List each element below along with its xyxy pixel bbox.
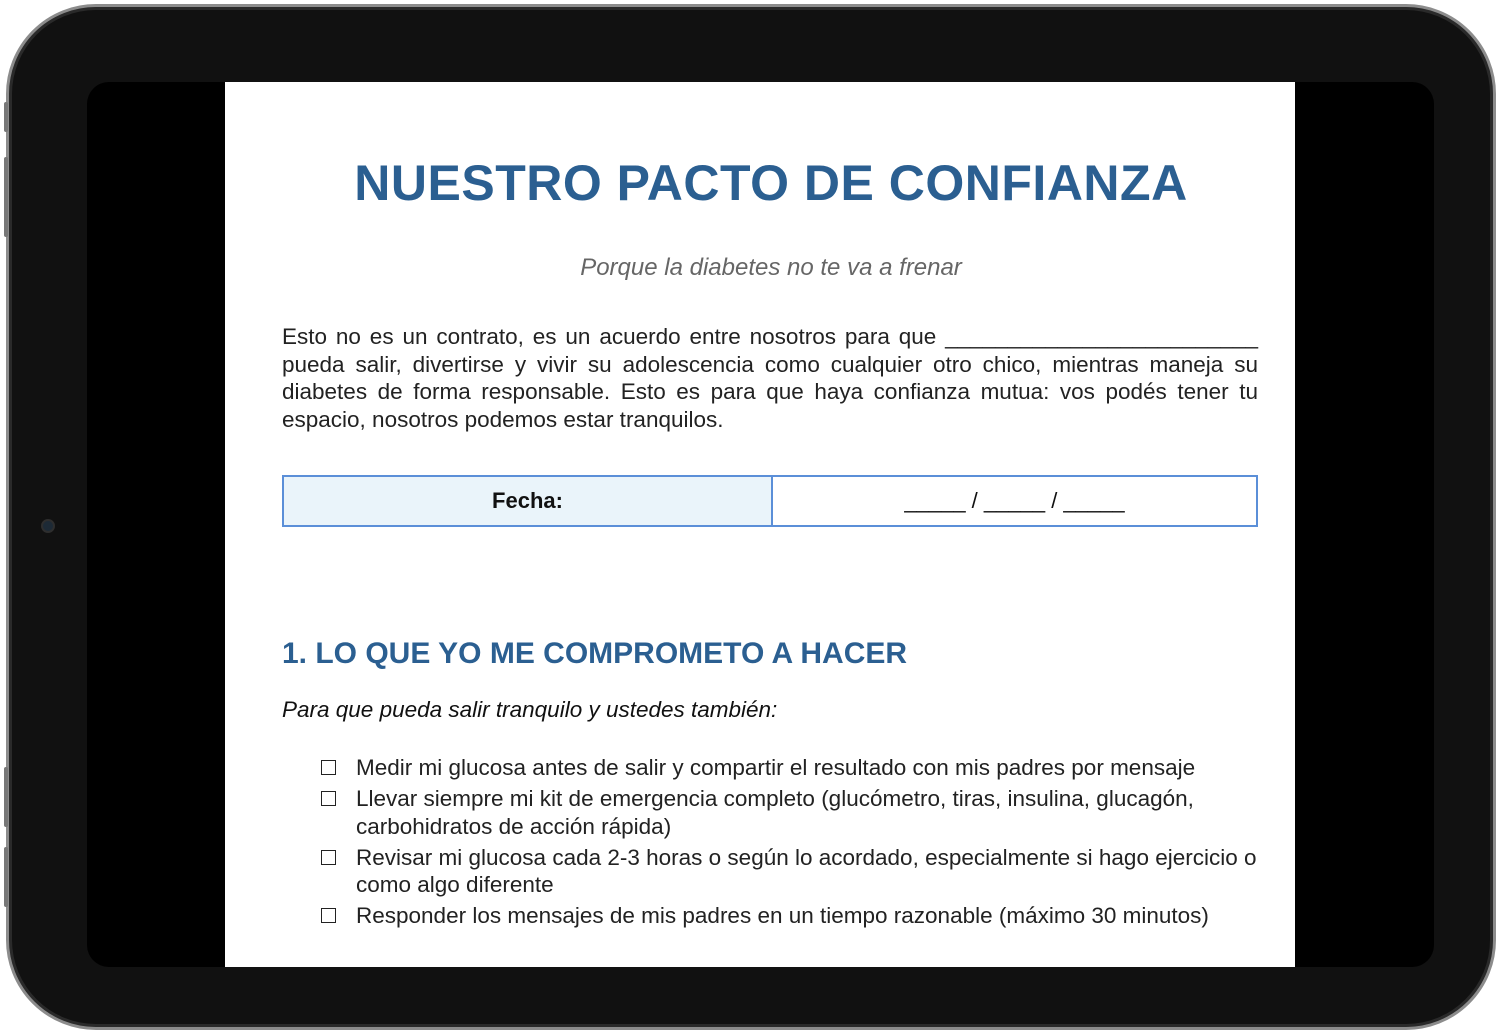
date-table bbox=[282, 475, 1258, 527]
checkbox[interactable] bbox=[321, 760, 336, 775]
list-item-text: Responder los mensajes de mis padres en un tiempo razonable (máximo 30 minutos) bbox=[356, 903, 1209, 928]
list-item bbox=[321, 754, 1261, 782]
tablet-screen bbox=[87, 82, 1434, 967]
volume-button bbox=[4, 157, 8, 237]
side-button bbox=[4, 102, 8, 132]
list-item-text: Revisar mi glucosa cada 2-3 horas o según lo acordado, especialmente si hago ejercicio o como algo diferente bbox=[356, 844, 1257, 897]
section-heading: 1. LO QUE YO ME COMPROMETO A HACER bbox=[282, 637, 908, 670]
side-button bbox=[4, 767, 8, 827]
list-item-text: Llevar siempre mi kit de emergencia completo (glucómetro, tiras, insulina, glucagón, carbohidratos de acción rápida) bbox=[356, 786, 1194, 839]
page-title: NUESTRO PACTO DE CONFIANZA bbox=[354, 155, 1188, 211]
date-label: Fecha: bbox=[284, 477, 773, 525]
list-item bbox=[321, 785, 1261, 840]
list-item-text: Medir mi glucosa antes de salir y compartir el resultado con mis padres por mensaje bbox=[356, 755, 1196, 780]
checkbox[interactable] bbox=[321, 908, 336, 923]
section-intro: Para que pueda salir tranquilo y ustedes también: bbox=[282, 697, 778, 722]
side-button bbox=[4, 847, 8, 907]
commitment-checklist bbox=[321, 754, 1261, 933]
tablet-device bbox=[6, 4, 1496, 1030]
document-page[interactable] bbox=[225, 82, 1295, 967]
checkbox[interactable] bbox=[321, 791, 336, 806]
list-item bbox=[321, 902, 1261, 930]
intro-paragraph: Esto no es un contrato, es un acuerdo entre nosotros para que _________________________ pueda salir, divertirse y vivir su adolescencia como cualquier otro chico, mientras maneja su diabetes de forma responsable. Esto es para que haya confianza mutua: vos podés tener tu espacio, nosotros podemos estar tranquilos. bbox=[282, 324, 1258, 432]
page-subtitle: Porque la diabetes no te va a frenar bbox=[580, 254, 962, 281]
list-item bbox=[321, 844, 1261, 899]
checkbox[interactable] bbox=[321, 850, 336, 865]
camera-icon bbox=[41, 519, 55, 533]
date-value-field[interactable]: _____ / _____ / _____ bbox=[904, 488, 1125, 513]
